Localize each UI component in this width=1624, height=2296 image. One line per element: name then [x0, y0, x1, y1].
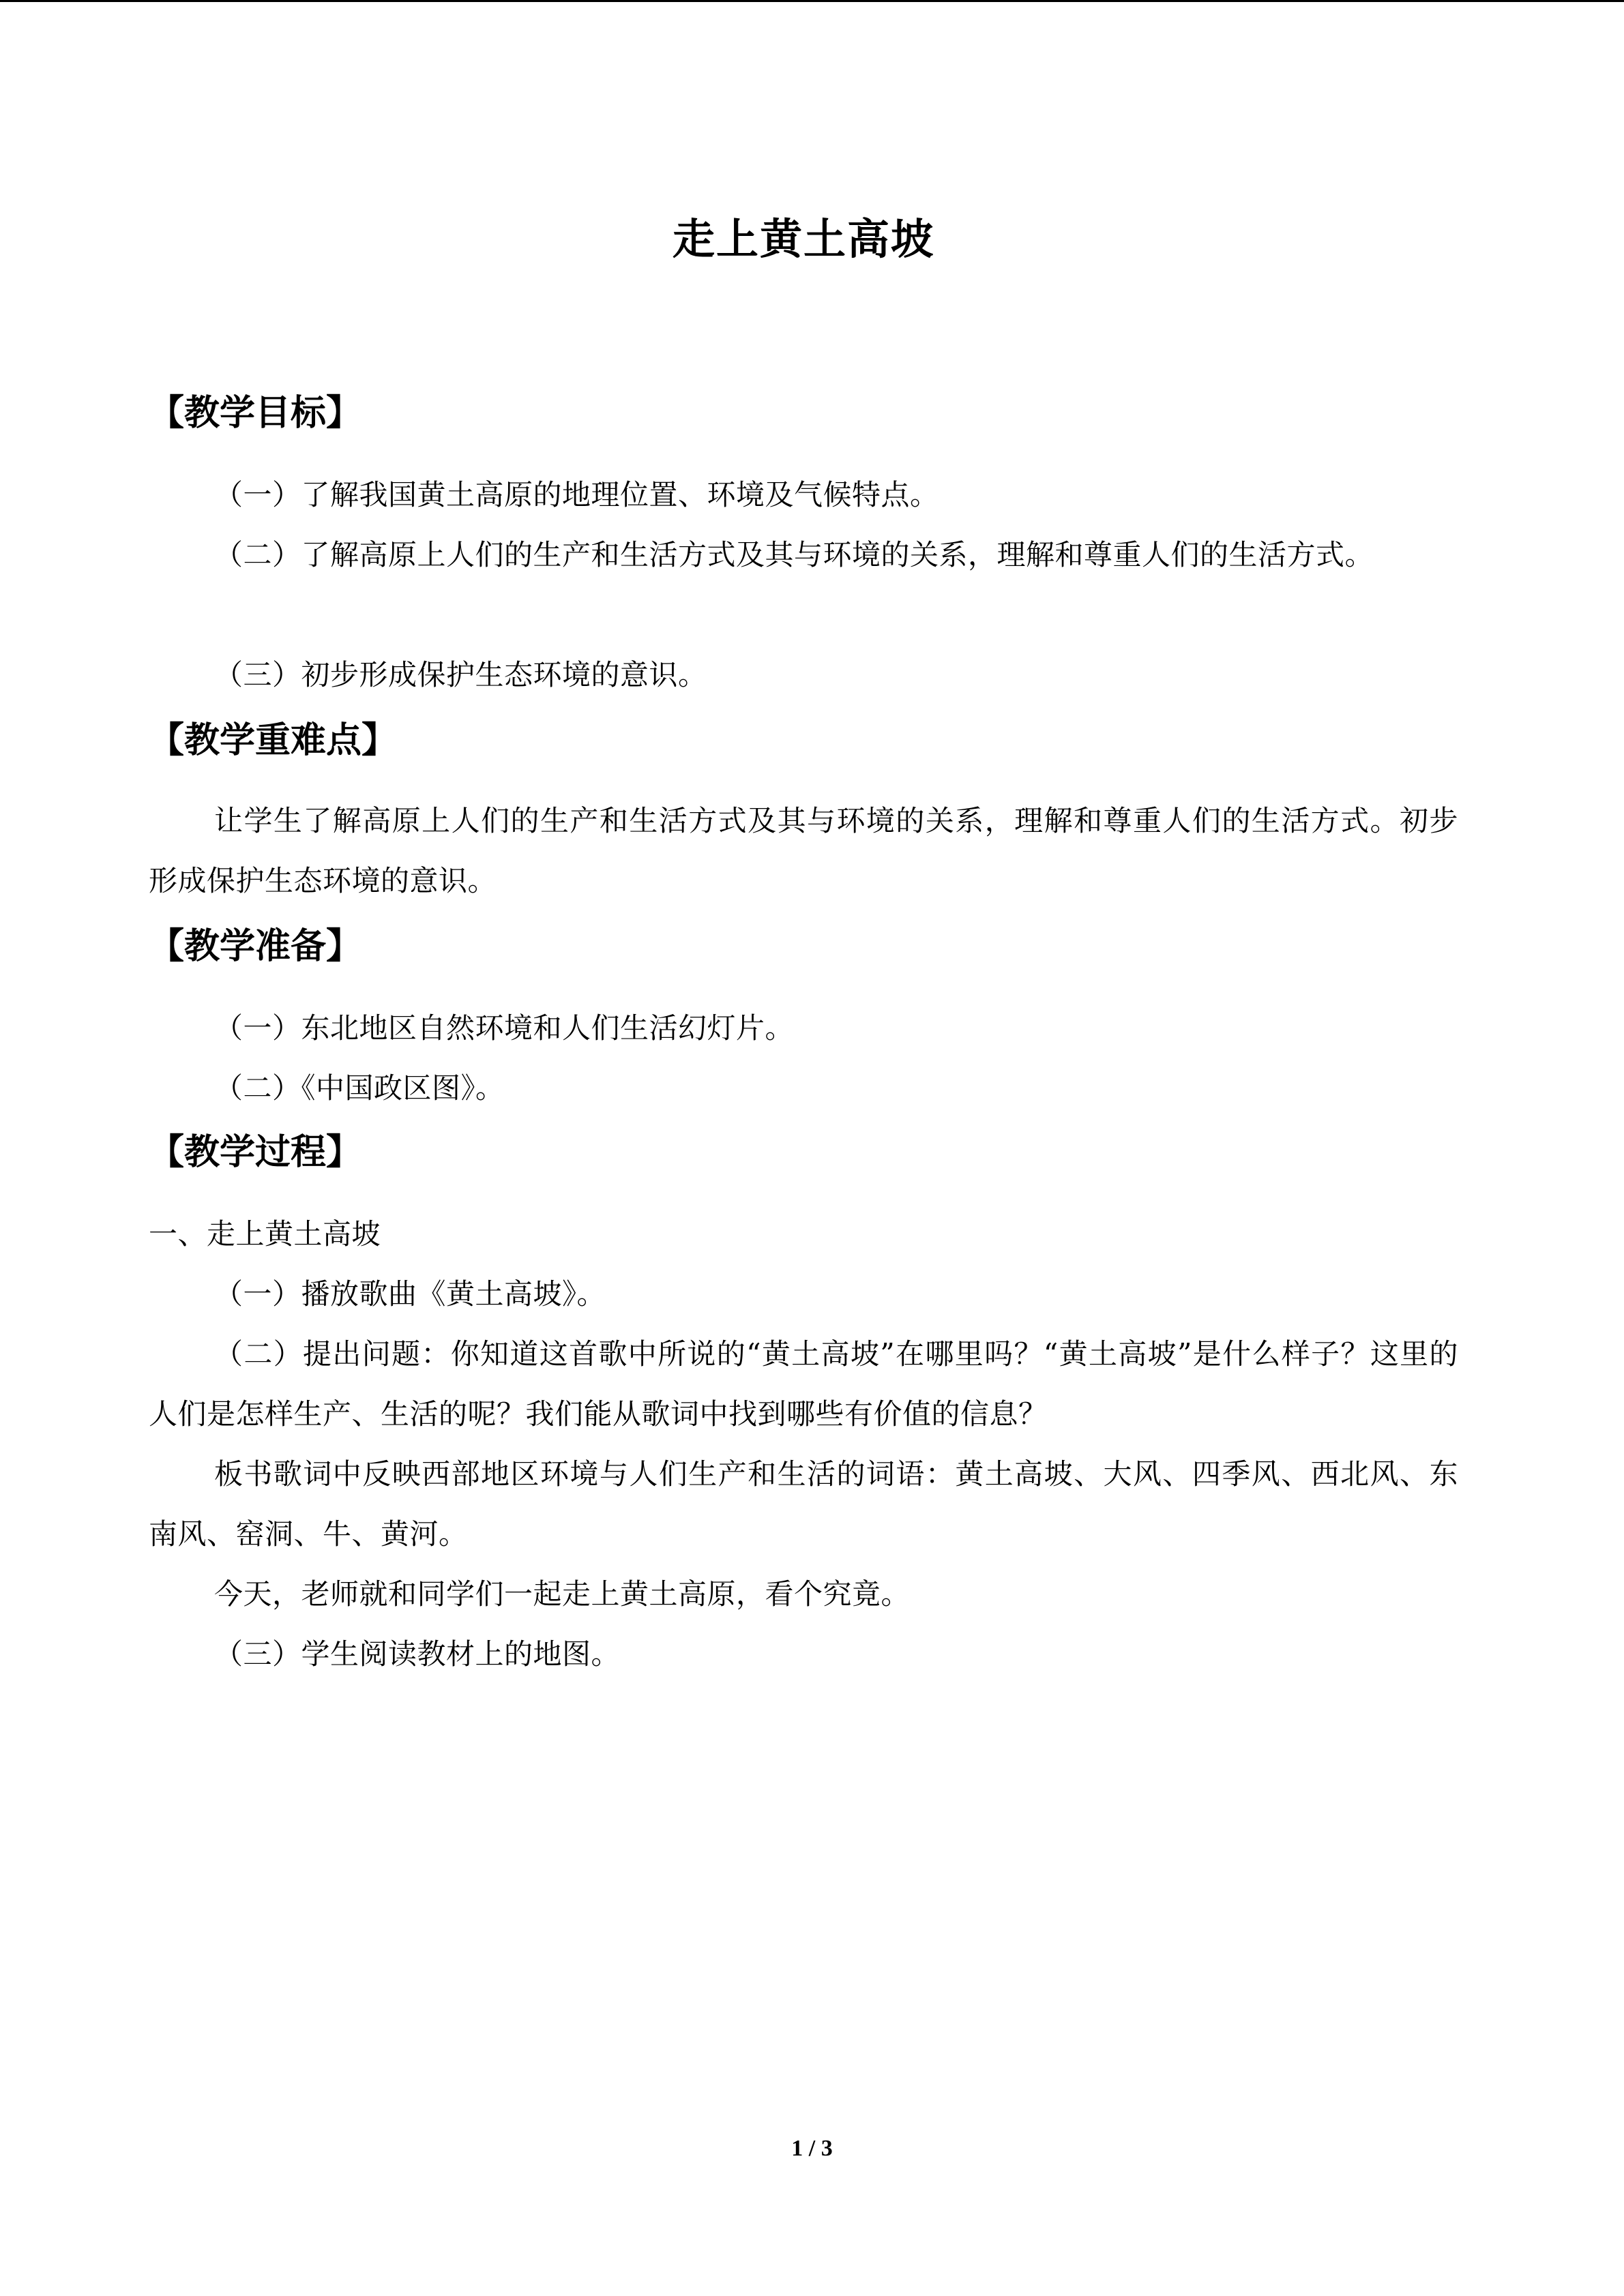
- process-item-5: （三）学生阅读教材上的地图。: [214, 1637, 621, 1671]
- objective-item-3: （三）初步形成保护生态环境的意识。: [214, 658, 707, 691]
- process-item-1: （一）播放歌曲《黄土高坡》。: [214, 1277, 606, 1311]
- process-subheading: 一、走上黄土高坡: [149, 1217, 381, 1251]
- key-points-text: 让学生了解高原上人们的生产和生活方式及其与环境的关系，理解和尊重人们的生活方式。初步形成保护生态环境的意识。: [149, 804, 1458, 897]
- heading-objectives: 【教学目标】: [149, 393, 362, 434]
- heading-process: 【教学过程】: [149, 1132, 362, 1173]
- preparation-item-2: （二）《中国政区图》。: [214, 1071, 505, 1105]
- process-item-3: 板书歌词中反映西部地区环境与人们生产和生活的词语：黄土高坡、大风、四季风、西北风、东南风、窑洞、牛、黄河。: [149, 1457, 1458, 1551]
- objective-item-1: （一）了解我国黄土高原的地理位置、环境及气候特点。: [214, 478, 939, 511]
- heading-key-points: 【教学重难点】: [149, 720, 398, 761]
- heading-preparation: 【教学准备】: [149, 926, 362, 967]
- document-title: 走上黄土高坡: [672, 214, 934, 264]
- process-item-4: 今天，老师就和同学们一起走上黄土高原，看个究竟。: [214, 1577, 911, 1611]
- objective-item-2: （二）了解高原上人们的生产和生活方式及其与环境的关系，理解和尊重人们的生活方式。: [214, 538, 1374, 571]
- page-number: 1 / 3: [791, 2136, 833, 2161]
- top-border-line: [0, 0, 1624, 2]
- preparation-item-1: （一）东北地区自然环境和人们生活幻灯片。: [214, 1011, 795, 1045]
- process-item-2: （二）提出问题：你知道这首歌中所说的“黄土高坡”在哪里吗？“黄土高坡”是什么样子？这里的人们是怎样生产、生活的呢？我们能从歌词中找到哪些有价值的信息？: [149, 1337, 1458, 1431]
